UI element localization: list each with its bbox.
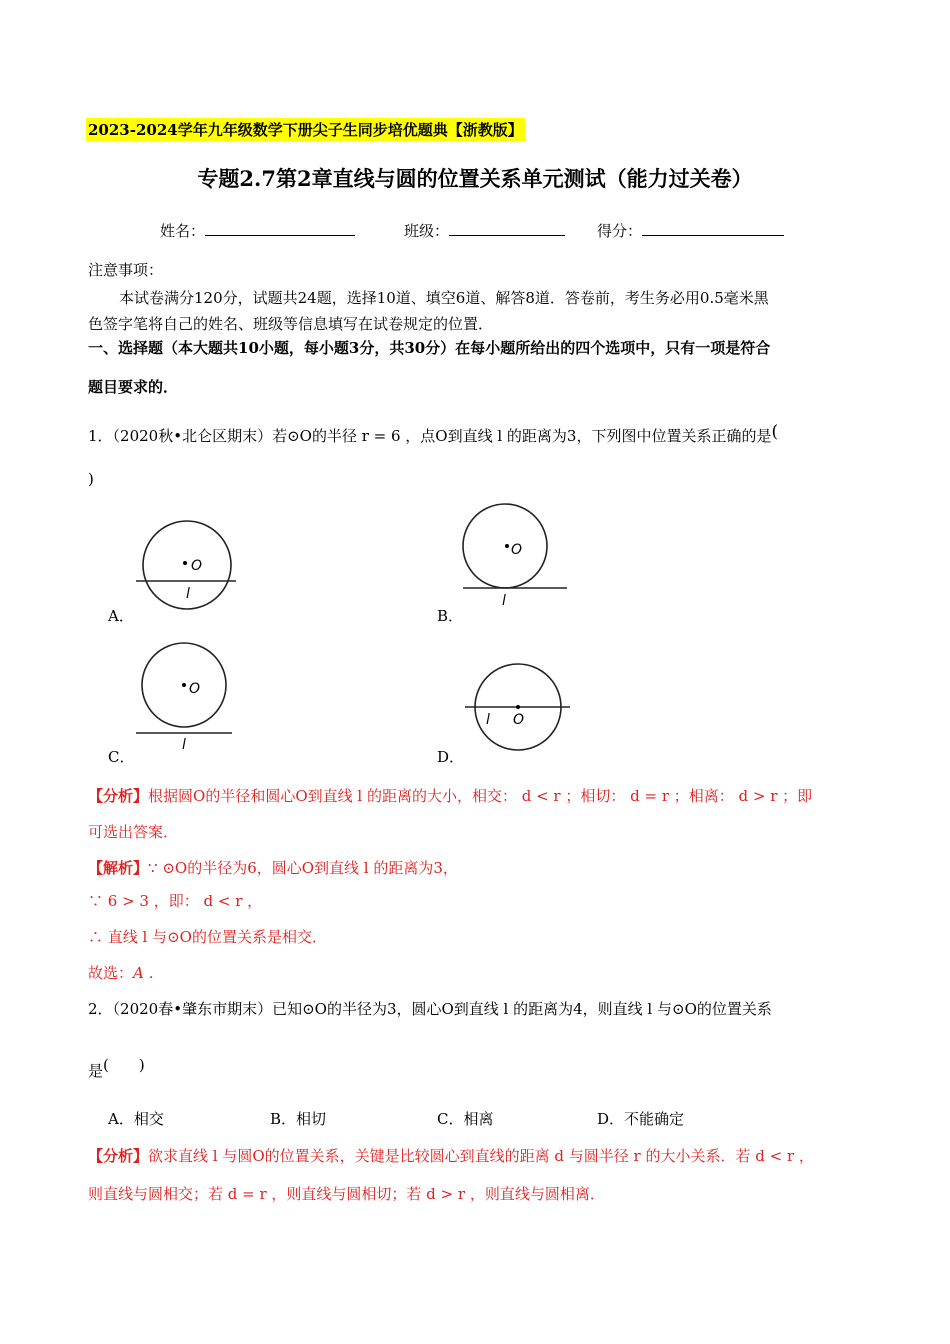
q2-option-d[interactable]: D．不能确定 bbox=[597, 1110, 685, 1128]
q2-number: 2． bbox=[88, 1000, 113, 1018]
q2-analysis-text: 欲求直线 l 与圆O的位置关系，关键是比较圆心到直线的距离 d 与圆半径 r 的大小关系．若 d < r ， bbox=[148, 1147, 814, 1165]
q1-paren-close: ) bbox=[88, 470, 94, 488]
notice-line-1: 本试卷满分120分，试题共24题，选择10道、填空6道、解答8道．答卷前，考生务必用0.5毫米黑 bbox=[119, 289, 769, 307]
center-dot-a bbox=[183, 561, 187, 565]
q2-option-b[interactable]: B．相切 bbox=[270, 1110, 327, 1128]
notice-line-2: 色签字笔将自己的姓名、班级等信息填写在试卷规定的位置． bbox=[88, 315, 494, 333]
name-blank[interactable] bbox=[205, 221, 355, 236]
q1-number: 1． bbox=[88, 427, 113, 445]
q1-answer-label: 故选： bbox=[88, 964, 134, 982]
q1-option-d[interactable]: D． bbox=[437, 748, 465, 766]
section-1-heading-cont: 题目要求的． bbox=[88, 378, 179, 396]
q1-option-a[interactable]: A． bbox=[108, 607, 134, 625]
q1-figure-c bbox=[128, 638, 238, 752]
q1-analysis-tag: 【分析】 bbox=[88, 787, 149, 805]
q2-stem-cont bbox=[88, 1056, 145, 1081]
q1-figure-b bbox=[455, 498, 575, 610]
q1-option-b[interactable]: B． bbox=[437, 607, 464, 625]
q2-stem bbox=[88, 998, 772, 1019]
q2-analysis-cont: 则直线与圆相交；若 d = r ，则直线与圆相切；若 d > r ，则直线与圆相离． bbox=[88, 1185, 605, 1203]
score-label: 得分： bbox=[597, 222, 643, 240]
q1-figure-d bbox=[462, 660, 574, 754]
q1-figure-a bbox=[130, 515, 245, 610]
q2-paren: ( ) bbox=[103, 1056, 145, 1074]
center-label-a: O bbox=[191, 558, 203, 574]
q2-text-cont: 是 bbox=[88, 1062, 104, 1080]
class-label: 班级： bbox=[404, 222, 450, 240]
center-dot-b bbox=[505, 544, 509, 548]
score-field[interactable] bbox=[597, 220, 784, 241]
q1-option-c[interactable]: C． bbox=[108, 748, 135, 766]
q1-text: 若⊙O的半径 r = 6 ，点O到直线 l 的距离为3，下列图中位置关系正确的是 bbox=[272, 427, 772, 445]
class-blank[interactable] bbox=[449, 221, 565, 236]
q1-analysis-text: 根据圆O的半径和圆心O到直线 l 的距离的大小，相交： d < r ；相切： d = r ；相离： d > r ；即 bbox=[148, 787, 813, 805]
q1-source: （2020秋•北仑区期末） bbox=[112, 427, 273, 445]
line-label-a: l bbox=[186, 586, 190, 602]
q1-stem bbox=[88, 422, 779, 446]
q1-analysis bbox=[88, 785, 812, 806]
score-blank[interactable] bbox=[642, 221, 784, 236]
q2-source: （2020春•肇东市期末） bbox=[112, 1000, 273, 1018]
center-label-d: O bbox=[513, 712, 525, 728]
line-label-b: l bbox=[502, 593, 506, 609]
q2-text: 已知⊙O的半径为3，圆心O到直线 l 的距离为4，则直线 l 与⊙O的位置关系 bbox=[272, 1000, 772, 1018]
class-field[interactable] bbox=[404, 220, 565, 241]
center-label-c: O bbox=[189, 681, 201, 697]
name-field[interactable] bbox=[160, 220, 355, 241]
q1-answer-value: A ． bbox=[133, 964, 164, 982]
line-label-d: l bbox=[486, 712, 490, 728]
q1-solution bbox=[88, 857, 458, 878]
center-dot-d bbox=[516, 705, 520, 709]
section-1-heading: 一、选择题（本大题共10小题，每小题3分，共30分）在每小题所给出的四个选项中，只有一项是符合 bbox=[88, 339, 771, 357]
name-label: 姓名： bbox=[160, 222, 206, 240]
center-label-b: O bbox=[511, 542, 523, 558]
q1-solution-line-1: ∵ ⊙O的半径为6，圆心O到直线 l 的距离为3， bbox=[148, 859, 458, 877]
q2-option-c[interactable]: C．相离 bbox=[437, 1110, 494, 1128]
q1-solution-tag: 【解析】 bbox=[88, 859, 149, 877]
q1-solution-line-3: ∴ 直线 l 与⊙O的位置关系是相交． bbox=[88, 928, 327, 946]
q1-paren-open: ( bbox=[771, 422, 779, 442]
notice-heading: 注意事项： bbox=[88, 261, 164, 279]
q1-solution-line-2: ∵ 6 > 3 ，即： d < r ， bbox=[88, 892, 263, 910]
page-title: 专题2.7第2章直线与圆的位置关系单元测试（能力过关卷） bbox=[197, 166, 753, 191]
q2-option-a[interactable]: A．相交 bbox=[108, 1110, 164, 1128]
q1-analysis-cont: 可选出答案． bbox=[88, 823, 179, 841]
q1-answer bbox=[88, 962, 164, 983]
series-banner: 2023-2024学年九年级数学下册尖子生同步培优题典【浙教版】 bbox=[86, 118, 525, 141]
q2-analysis bbox=[88, 1145, 814, 1166]
q2-analysis-tag: 【分析】 bbox=[88, 1147, 149, 1165]
line-label-c: l bbox=[182, 737, 186, 752]
center-dot-c bbox=[182, 683, 186, 687]
